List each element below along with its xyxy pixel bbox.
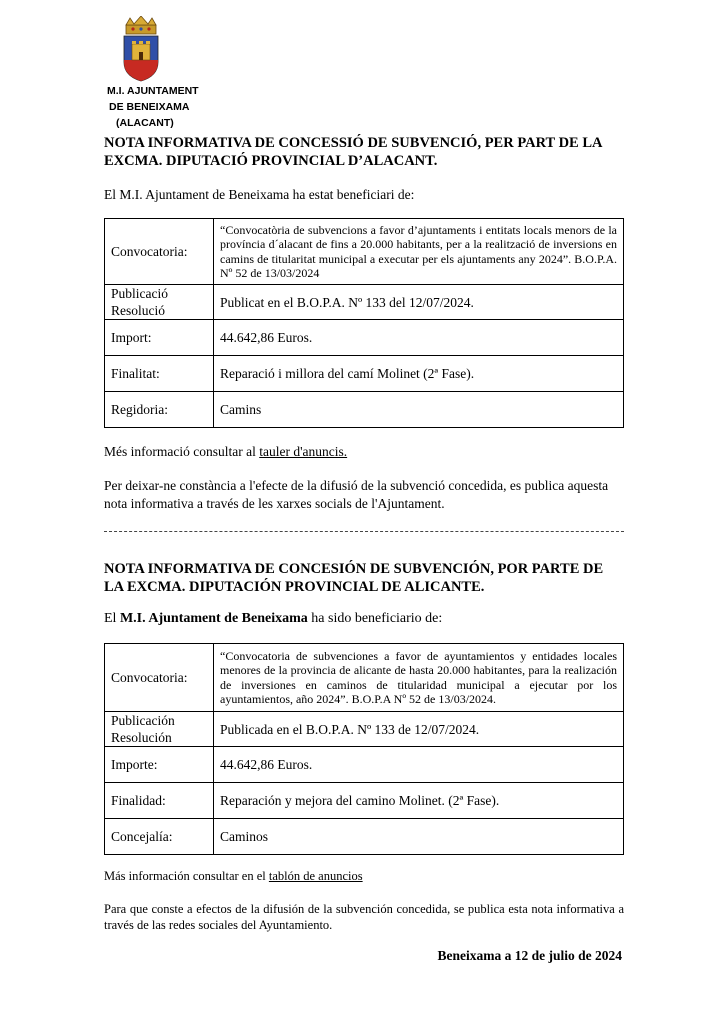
table-row	[105, 747, 624, 783]
row-label: Convocatoria:	[105, 219, 214, 285]
intro-spanish	[104, 610, 624, 628]
notice-board-link[interactable]: tablón de anuncios	[268, 869, 363, 883]
more-info-text: Més informació consultar al	[104, 444, 260, 459]
table-row	[105, 219, 624, 285]
table-row	[105, 819, 624, 855]
intro-org-name: M.I. Ajuntament de Beneixama	[119, 611, 308, 626]
notice-title-valencian: NOTA INFORMATIVA DE CONCESSIÓ DE SUBVENCIÓ, PER PART DE LA EXCMA. DIPUTACIÓ PROVINCIAL D’ALACANT.	[104, 135, 602, 169]
row-value: Camins	[214, 392, 624, 428]
table-row	[105, 285, 624, 320]
org-name-line1: M.I. AJUNTAMENT	[107, 85, 199, 97]
row-value: Caminos	[214, 819, 624, 855]
table-row	[105, 392, 624, 428]
closing-valencian: Per deixar-ne constància a l'efecte de la difusió de la subvenció concedida, es publica aquesta nota informativa a través de les xarxes socials de l'Ajuntament.	[104, 478, 609, 511]
row-label: Import:	[105, 320, 214, 356]
grant-table-valencian	[104, 218, 624, 428]
more-info-spanish	[104, 868, 624, 884]
intro-valencian: El M.I. Ajuntament de Beneixama ha estat beneficiari de:	[104, 187, 415, 202]
intro-suffix: ha sido beneficiario de:	[307, 611, 443, 626]
row-value: 44.642,86 Euros.	[214, 320, 624, 356]
more-info-valencian	[104, 443, 624, 461]
grant-table-spanish	[104, 643, 624, 855]
table-row	[105, 644, 624, 712]
row-value: “Convocatoria de subvenciones a favor de ayuntamientos y entidades locales menores de la provincia de alicante de hasta 20.000 habitantes, para la realización de inversiones en caminos de titularidad municipal a ejecutar por los ayuntamientos, año 2024”. B.O.P.A Nº 52 de 13/03/2024.	[214, 644, 624, 712]
table-row	[105, 320, 624, 356]
row-label: Publicació Resolució	[105, 285, 214, 320]
intro-prefix: El	[104, 611, 120, 626]
row-label: Publicación Resolución	[105, 712, 214, 747]
row-value: Reparació i millora del camí Molinet (2ª Fase).	[214, 356, 624, 392]
table-row	[105, 712, 624, 747]
closing-spanish: Para que conste a efectos de la difusión de la subvención concedida, se publica esta nota informativa a través de las redes sociales del Ayuntamiento.	[104, 902, 624, 932]
row-value: Reparación y mejora del camino Molinet. (2ª Fase).	[214, 783, 624, 819]
row-value: Publicada en el B.O.P.A. Nº 133 de 12/07/2024.	[214, 712, 624, 747]
row-value: 44.642,86 Euros.	[214, 747, 624, 783]
org-name-line3: (ALACANT)	[116, 117, 174, 129]
more-info-text: Más información consultar en el	[104, 869, 269, 883]
row-label: Finalidad:	[105, 783, 214, 819]
signature-date: Beneixama a 12 de julio de 2024	[437, 948, 622, 963]
row-label: Convocatoria:	[105, 644, 214, 712]
row-value: “Convocatòria de subvencions a favor d’ajuntaments i entitats locals menors de la província d´alacant de fins a 20.000 habitants, per a la realització de inversions en camins de titularitat municipal a executar per els ajuntaments any 2024”. B.O.P.A. Nº 52 de 13/03/2024	[214, 219, 624, 285]
row-label: Finalitat:	[105, 356, 214, 392]
notice-board-link[interactable]: tauler d'anuncis.	[259, 444, 348, 459]
row-label: Importe:	[105, 747, 214, 783]
section-divider	[104, 531, 624, 532]
row-label: Regidoria:	[105, 392, 214, 428]
table-row	[105, 356, 624, 392]
notice-title-spanish: NOTA INFORMATIVA DE CONCESIÓN DE SUBVENCIÓN, POR PARTE DE LA EXCMA. DIPUTACIÓN PROVINCIAL DE ALICANTE.	[104, 561, 604, 595]
row-label: Concejalía:	[105, 819, 214, 855]
coat-of-arms-icon	[121, 16, 161, 82]
table-row	[105, 783, 624, 819]
org-name-line2: DE BENEIXAMA	[109, 101, 190, 113]
row-value: Publicat en el B.O.P.A. Nº 133 del 12/07/2024.	[214, 285, 624, 320]
